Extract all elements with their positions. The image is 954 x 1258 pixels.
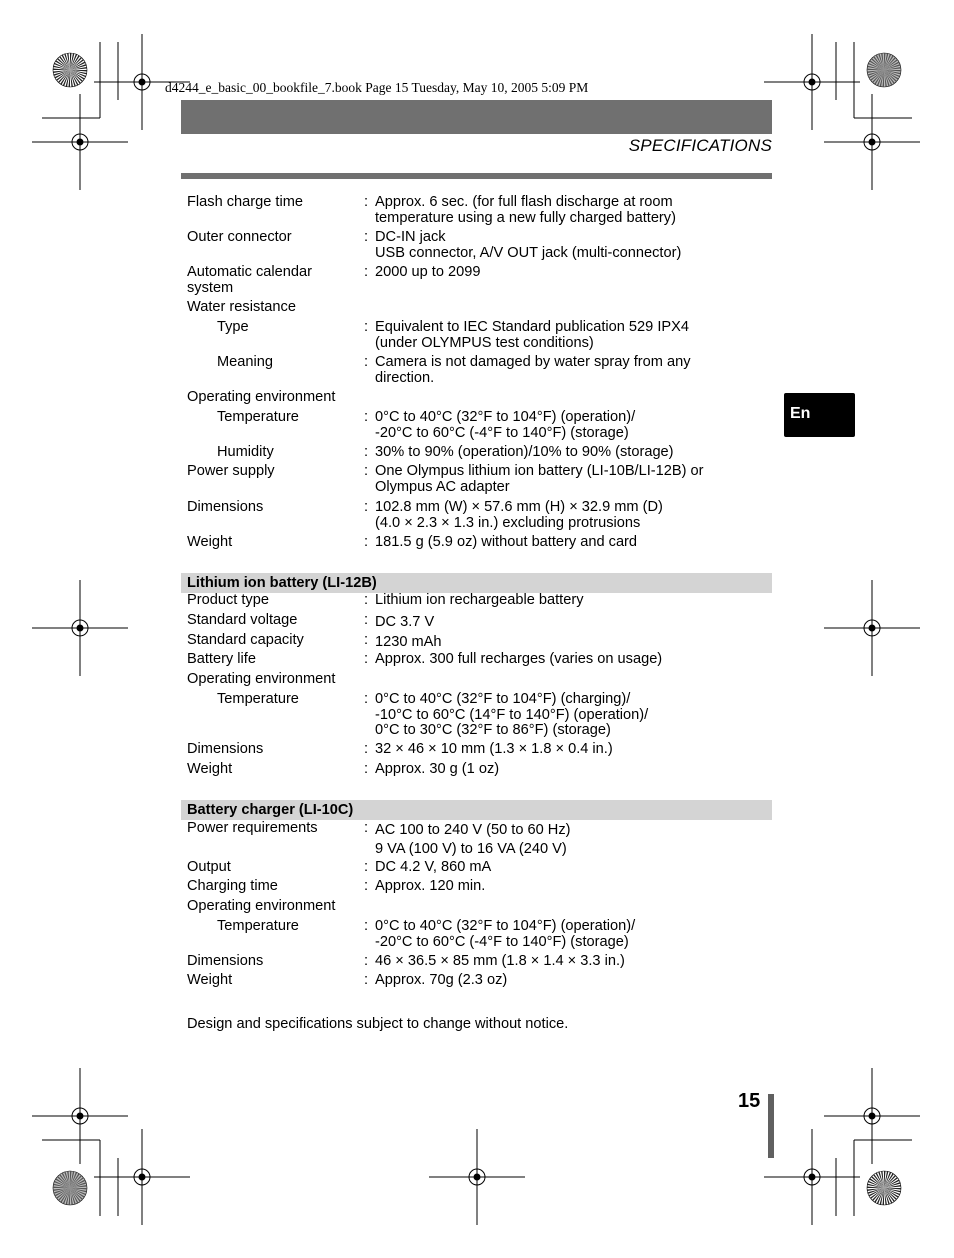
spec-label: Weight	[187, 534, 233, 550]
spec-label: Power supply	[187, 463, 275, 479]
spec-label: Weight	[187, 761, 233, 777]
spec-label: Dimensions	[187, 741, 264, 757]
spec-label: Standard voltage	[187, 612, 298, 628]
star-target-icon	[53, 1171, 87, 1205]
spec-label: Automatic calendar system	[187, 264, 312, 296]
page-number-bar	[768, 1094, 774, 1158]
spec-label: Weight	[187, 972, 233, 988]
registration-target-icon	[32, 1068, 128, 1164]
spec-label: Battery life	[187, 651, 256, 667]
registration-target-icon	[764, 34, 860, 130]
registration-target-icon	[824, 94, 920, 190]
spec-label: Temperature	[217, 918, 299, 934]
spec-label: Temperature	[217, 409, 299, 425]
spec-label: Charging time	[187, 878, 278, 894]
spec-label: Power requirements	[187, 820, 318, 836]
spec-label: Standard capacity	[187, 632, 304, 648]
spec-label: Operating environment	[187, 898, 336, 914]
spec-label: Operating environment	[187, 389, 336, 405]
spec-label: Dimensions	[187, 953, 264, 969]
spec-label: Meaning	[217, 354, 273, 370]
battery-section-header: Lithium ion battery (LI-12B)	[181, 573, 772, 593]
spec-label: Type	[217, 319, 249, 335]
spec-label: Outer connector	[187, 229, 292, 245]
spec-label: Humidity	[217, 444, 274, 460]
header-rule	[181, 173, 772, 179]
header-bar	[181, 100, 772, 134]
spec-label: Operating environment	[187, 671, 336, 687]
star-target-icon	[867, 1171, 901, 1205]
language-tab-label: En	[790, 405, 811, 422]
registration-target-icon	[824, 1068, 920, 1164]
star-target-icon	[867, 53, 901, 87]
registration-target-icon	[94, 1129, 190, 1225]
spec-label: Output	[187, 859, 231, 875]
registration-target-icon	[32, 94, 128, 190]
registration-target-icon	[429, 1129, 525, 1225]
star-target-icon	[53, 53, 87, 87]
footer-note: Design and specifications subject to change without notice.	[187, 1016, 569, 1032]
registration-target-icon	[824, 580, 920, 676]
page-number: 15	[738, 1090, 761, 1112]
spec-label: Water resistance	[187, 299, 296, 315]
spec-label: Product type	[187, 592, 269, 608]
spec-label: Temperature	[217, 691, 299, 707]
registration-target-icon	[764, 1129, 860, 1225]
section-title: SPECIFICATIONS	[628, 136, 772, 155]
charger-section-header: Battery charger (LI-10C)	[181, 800, 772, 820]
file-info-header: d4244_e_basic_00_bookfile_7.book Page 15 Tuesday, May 10, 2005 5:09 PM	[165, 80, 589, 95]
registration-target-icon	[32, 580, 128, 676]
spec-label: Flash charge time	[187, 194, 303, 210]
language-tab-en	[784, 393, 855, 437]
spec-label: Dimensions	[187, 499, 264, 515]
